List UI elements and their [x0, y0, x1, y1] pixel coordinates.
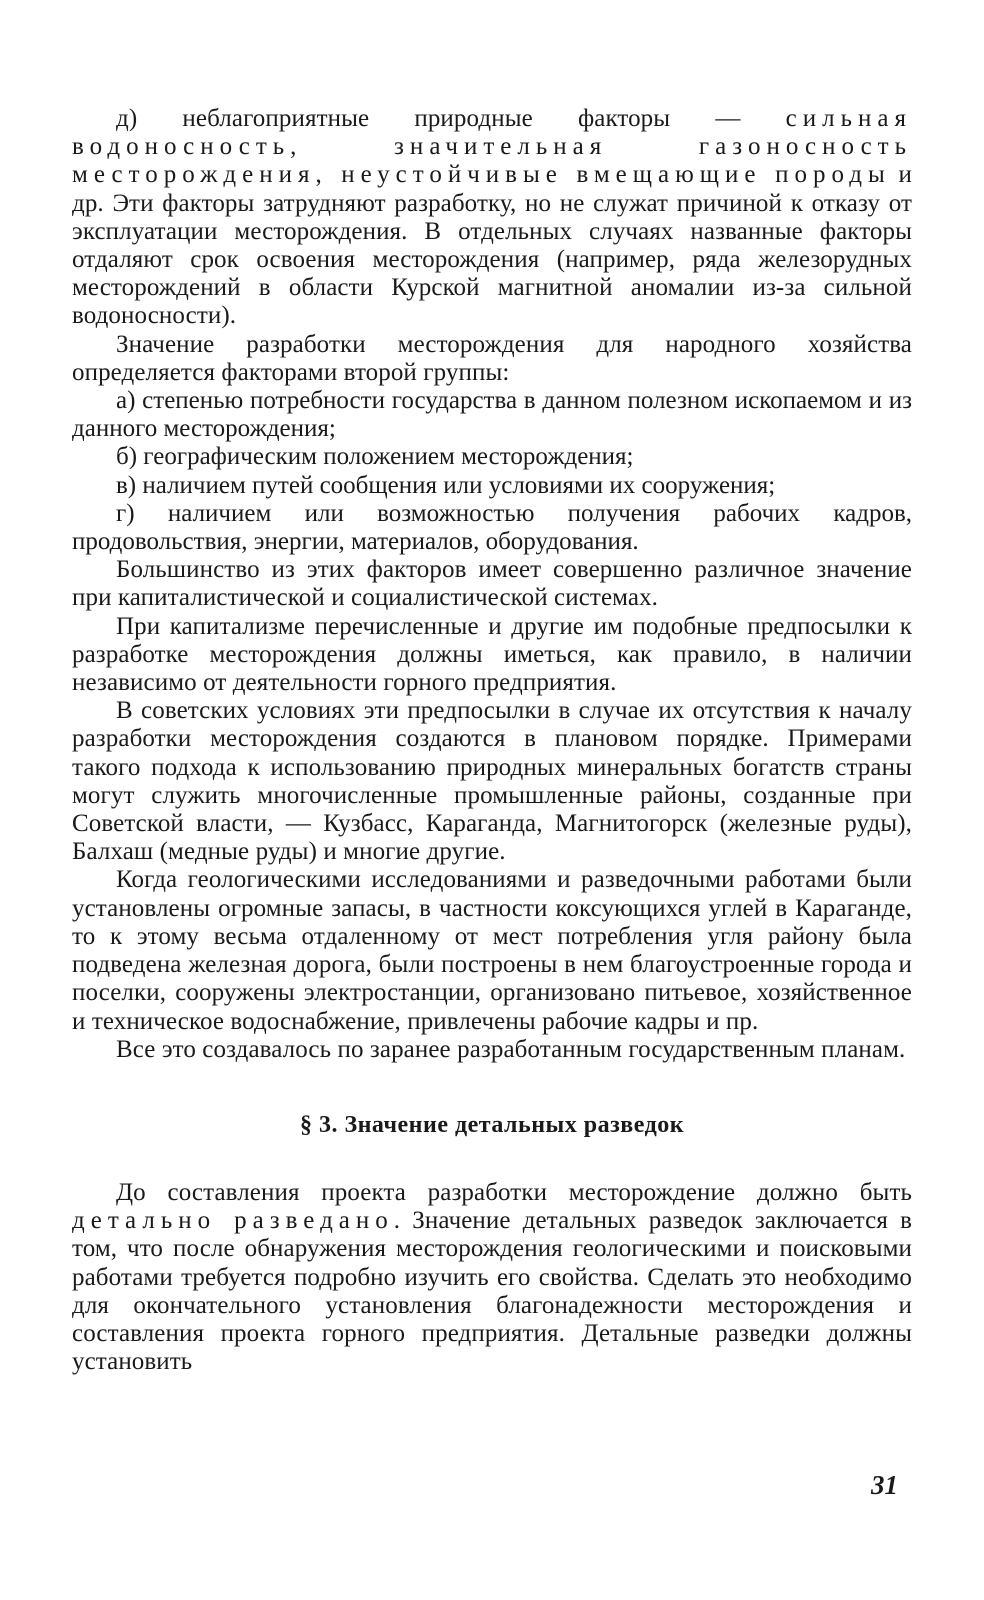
- paragraph-karaganda: Когда геологическими исследованиями и разведочными работами были установлены огромные запасы, в частности коксующихся углей в Караганде, то к этому весьма отдаленному от мест потребления угля району была подведена железная дорога, были построены в нем благоустроенные города и поселки, сооружены электростанции, организовано питьевое, хозяйственное и техническое водоснабжение, привлечены рабочие кадры и пр.: [72, 866, 912, 1035]
- paragraph-majority: Большинство из этих факторов имеет совершенно различное значение при капиталистической и социалистической системах.: [72, 556, 912, 612]
- paragraph-second-group: Значение разработки месторождения для народного хозяйства определяется факторами второй группы:: [72, 330, 912, 386]
- emphasized-text: детально разведано: [72, 1207, 394, 1235]
- page-body: [72, 105, 912, 1376]
- text-run: До составления проекта разработки месторождение должно быть: [116, 1178, 912, 1206]
- paragraph-detailed-exploration: [72, 1179, 912, 1376]
- list-item-c: в) наличием путей сообщения или условиями их сооружения;: [116, 471, 776, 499]
- paragraph-soviet-conditions: В советских условиях эти предпосылки в случае их отсутствия к началу разработки месторождения создаются в плановом порядке. Примерами такого подхода к использованию природных минеральных богатств страны могут служить многочисленные промышленные районы, созданные при Советской власти, — Кузбасс, Караганда, Магнитогорск (железные руды), Балхаш (медные руды) и многие другие.: [72, 697, 912, 866]
- list-item-a: а) степенью потребности государства в данном полезном ископаемом и из данного месторождения;: [72, 387, 912, 443]
- text-run: д) неблагоприятные природные факторы —: [116, 105, 786, 132]
- list-item-d: г) наличием или возможностью получения рабочих кадров, продовольствия, энергии, материалов, оборудования.: [72, 499, 912, 556]
- text-run: и др. Эти факторы затрудняют разработку, но не служат причиной к отказу от эксплуатации месторождения. В отдельных случаях названные факторы отдаляют срок освоения месторождения (например, ряда железорудных месторождений в области Курской магнитной аномалии из-за сильной водоносности).: [72, 161, 912, 330]
- paragraph-capitalism: При капитализме перечисленные и другие им подобные предпосылки к разработке месторождения должны иметься, как правило, в наличии независимо от деятельности горного предприятия.: [72, 612, 912, 697]
- page-number: 31: [871, 1470, 898, 1500]
- section-heading: § 3. Значение детальных разведок: [299, 1111, 685, 1138]
- text-run: . Значение детальных разведок заключается в том, что после обнаружения месторождения геологическими и поисковыми работами требуется подробно изучить его свойства. Сделать это необходимо для окончательного установления благонадежности месторождения и составления проекта горного предприятия. Детальные разведки должны установить: [72, 1207, 912, 1376]
- paragraph-state-plans: Все это создавалось по заранее разработанным государственным планам.: [116, 1035, 906, 1063]
- emphasized-text: сильная водоносность, значительная газоносность месторождения, неустойчивые вмещающие породы: [72, 105, 912, 189]
- paragraph-unfavorable-factors: [72, 105, 912, 331]
- list-item-b: б) географическим положением месторождения;: [116, 443, 634, 471]
